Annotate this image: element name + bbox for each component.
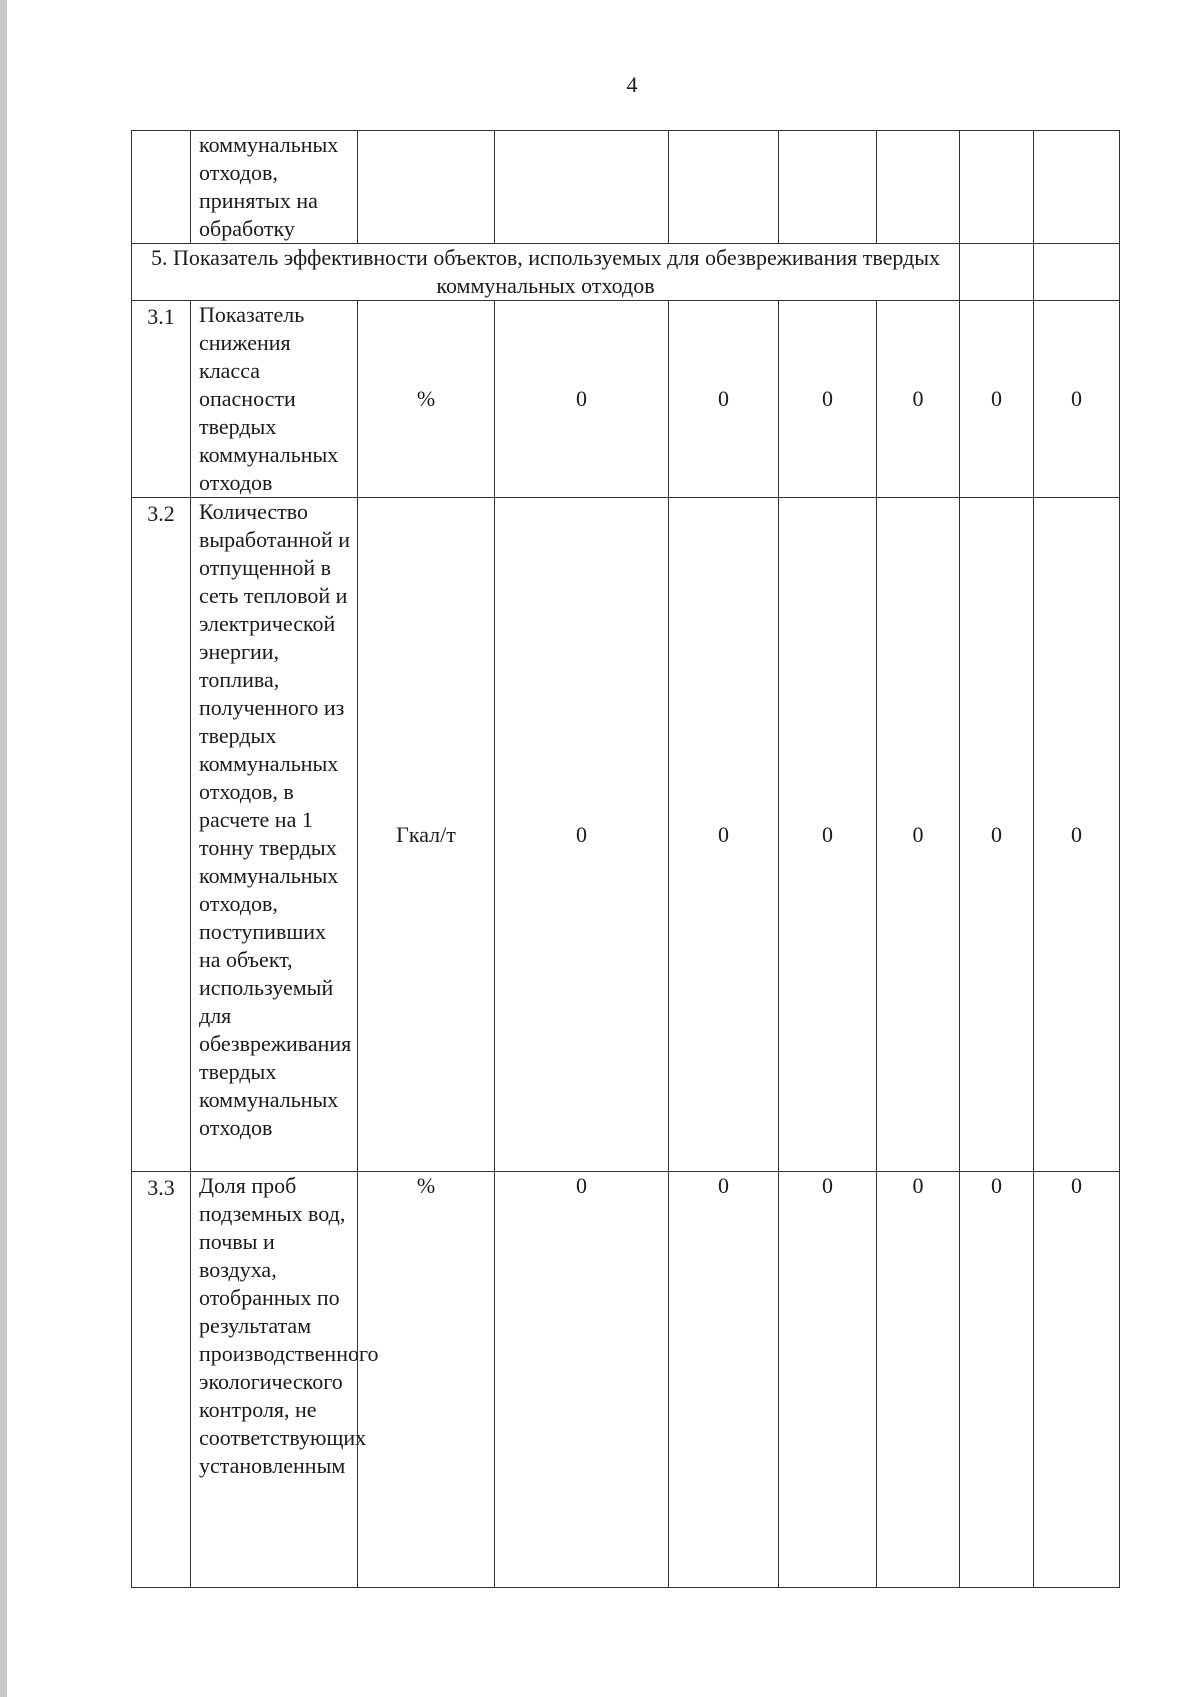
indicators-table	[131, 130, 1120, 1588]
value-cell: 0	[669, 301, 779, 498]
value-cell: 0	[779, 498, 877, 1172]
value-cell: 0	[877, 301, 960, 498]
row-description: коммунальных отходов, принятых на обработку	[191, 131, 358, 244]
value-cell: 0	[669, 498, 779, 1172]
value-cell: 0	[495, 301, 669, 498]
value-cell: 0	[495, 1172, 669, 1588]
unit-cell: %	[358, 301, 495, 498]
value-cell: 0	[669, 1172, 779, 1588]
value-cell	[960, 244, 1034, 301]
table-row	[132, 131, 1120, 244]
row-number: 3.1	[132, 301, 191, 498]
value-cell	[1034, 244, 1120, 301]
table-row	[132, 498, 1120, 1172]
value-cell: 0	[779, 1172, 877, 1588]
value-cell	[877, 131, 960, 244]
scan-edge	[0, 0, 7, 1697]
unit-cell: %	[358, 1172, 495, 1588]
value-cell	[495, 131, 669, 244]
value-cell	[960, 131, 1034, 244]
row-number	[132, 131, 191, 244]
value-cell	[669, 131, 779, 244]
row-number: 3.2	[132, 498, 191, 1172]
section-title: 5. Показатель эффективности объектов, используемых для обезвреживания твердых коммунальных отходов	[132, 244, 960, 301]
row-number: 3.3	[132, 1172, 191, 1588]
value-cell: 0	[877, 498, 960, 1172]
row-description: Количество выработанной и отпущенной в сеть тепловой и электрической энергии, топлива, полученного из твердых коммунальных отходов, в расчете на 1 тонну твердых коммунальных отходов, поступивших на объект, используемый для обезвреживания твердых коммунальных отходов	[191, 498, 358, 1172]
value-cell: 0	[877, 1172, 960, 1588]
value-cell: 0	[495, 498, 669, 1172]
value-cell	[1034, 131, 1120, 244]
section-header-row	[132, 244, 1120, 301]
unit-cell: Гкал/т	[358, 498, 495, 1172]
row-description: Показатель снижения класса опасности твердых коммунальных отходов	[191, 301, 358, 498]
value-cell: 0	[1034, 1172, 1120, 1588]
value-cell: 0	[779, 301, 877, 498]
table-row	[132, 301, 1120, 498]
value-cell: 0	[1034, 301, 1120, 498]
unit-cell	[358, 131, 495, 244]
value-cell: 0	[960, 498, 1034, 1172]
value-cell: 0	[960, 301, 1034, 498]
value-cell	[779, 131, 877, 244]
row-description: Доля проб подземных вод, почвы и воздуха, отобранных по результатам производственного экологического контроля, не соответствующих установленным	[191, 1172, 358, 1588]
value-cell: 0	[1034, 498, 1120, 1172]
page-number: 4	[626, 72, 638, 97]
table-row	[132, 1172, 1120, 1588]
value-cell: 0	[960, 1172, 1034, 1588]
